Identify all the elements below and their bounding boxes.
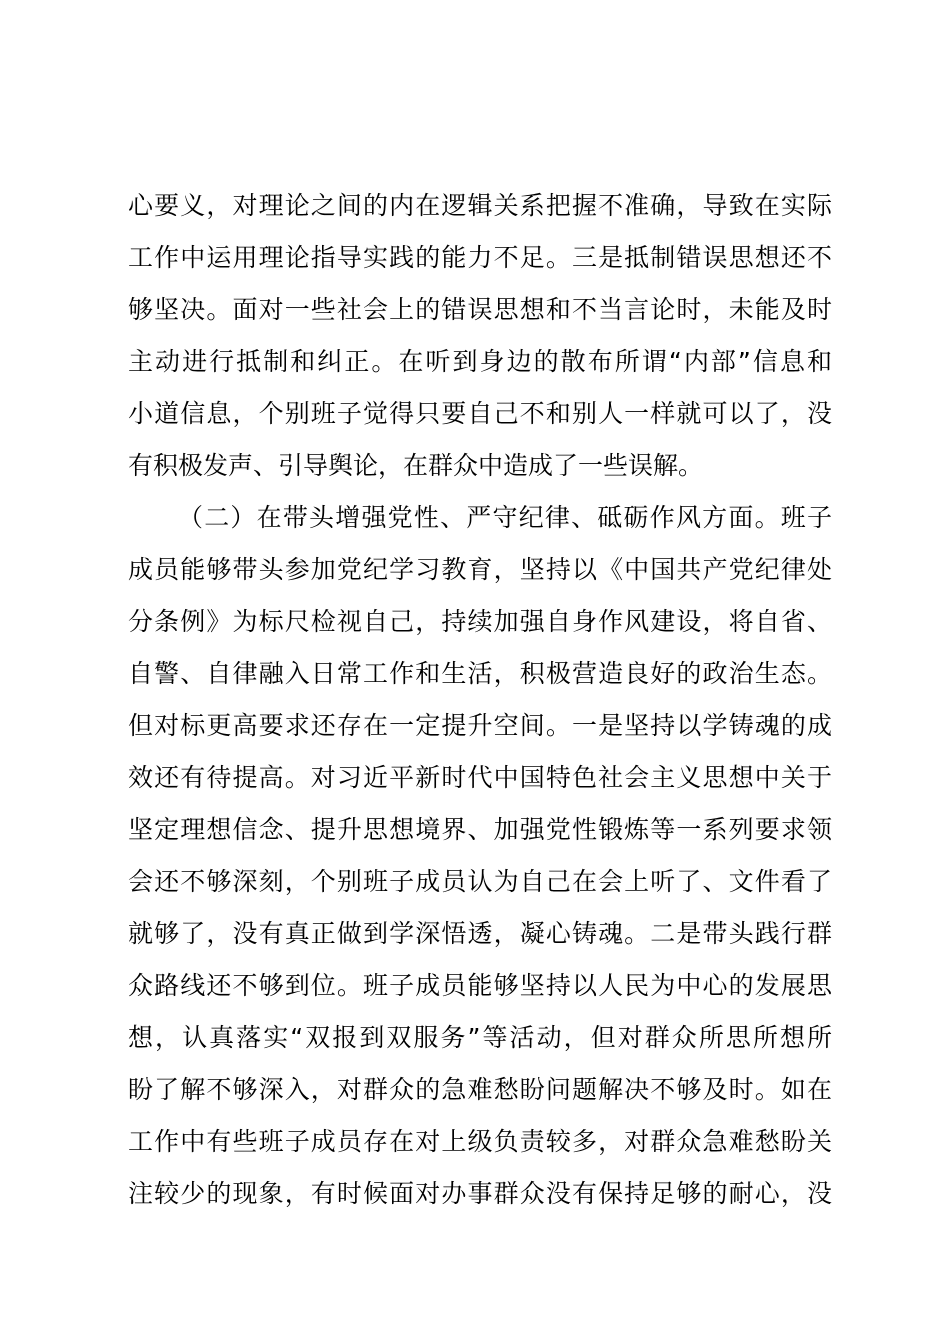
text-line: 小道信息，个别班子觉得只要自己不和别人一样就可以了，没 xyxy=(128,399,832,428)
body-text xyxy=(128,180,832,1220)
text-line: 主动进行抵制和纠正。在听到身边的散布所谓“内部”信息和 xyxy=(128,347,832,376)
text-line: 坚定理想信念、提升思想境界、加强党性锻炼等一系列要求领 xyxy=(128,815,832,844)
text-line: 众路线还不够到位。班子成员能够坚持以人民为中心的发展思 xyxy=(128,971,832,1000)
text-line: 就够了，没有真正做到学深悟透，凝心铸魂。二是带头践行群 xyxy=(128,919,832,948)
text-line: 分条例》为标尺检视自己，持续加强自身作风建设，将自省、 xyxy=(128,607,832,636)
text-line: 想，认真落实“双报到双服务”等活动，但对群众所思所想所 xyxy=(128,1023,832,1052)
text-line: 会还不够深刻，个别班子成员认为自己在会上听了、文件看了 xyxy=(128,867,832,896)
text-line: 够坚决。面对一些社会上的错误思想和不当言论时，未能及时 xyxy=(128,295,832,324)
text-line: 成员能够带头参加党纪学习教育，坚持以《中国共产党纪律处 xyxy=(128,555,832,584)
text-line: 工作中运用理论指导实践的能力不足。三是抵制错误思想还不 xyxy=(128,243,832,272)
text-line: 注较少的现象，有时候面对办事群众没有保持足够的耐心，没 xyxy=(128,1179,832,1208)
text-line: 工作中有些班子成员存在对上级负责较多，对群众急难愁盼关 xyxy=(128,1127,832,1156)
text-line: 心要义，对理论之间的内在逻辑关系把握不准确，导致在实际 xyxy=(128,191,832,220)
section-heading-line: （二）在带头增强党性、严守纪律、砥砺作风方面。班子 xyxy=(178,503,832,532)
text-line: 盼了解不够深入，对群众的急难愁盼问题解决不够及时。如在 xyxy=(128,1075,832,1104)
text-line: 有积极发声、引导舆论，在群众中造成了一些误解。 xyxy=(128,451,704,480)
text-line: 自警、自律融入日常工作和生活，积极营造良好的政治生态。 xyxy=(128,659,832,688)
text-line: 但对标更高要求还存在一定提升空间。一是坚持以学铸魂的成 xyxy=(128,711,832,740)
text-line: 效还有待提高。对习近平新时代中国特色社会主义思想中关于 xyxy=(128,763,832,792)
